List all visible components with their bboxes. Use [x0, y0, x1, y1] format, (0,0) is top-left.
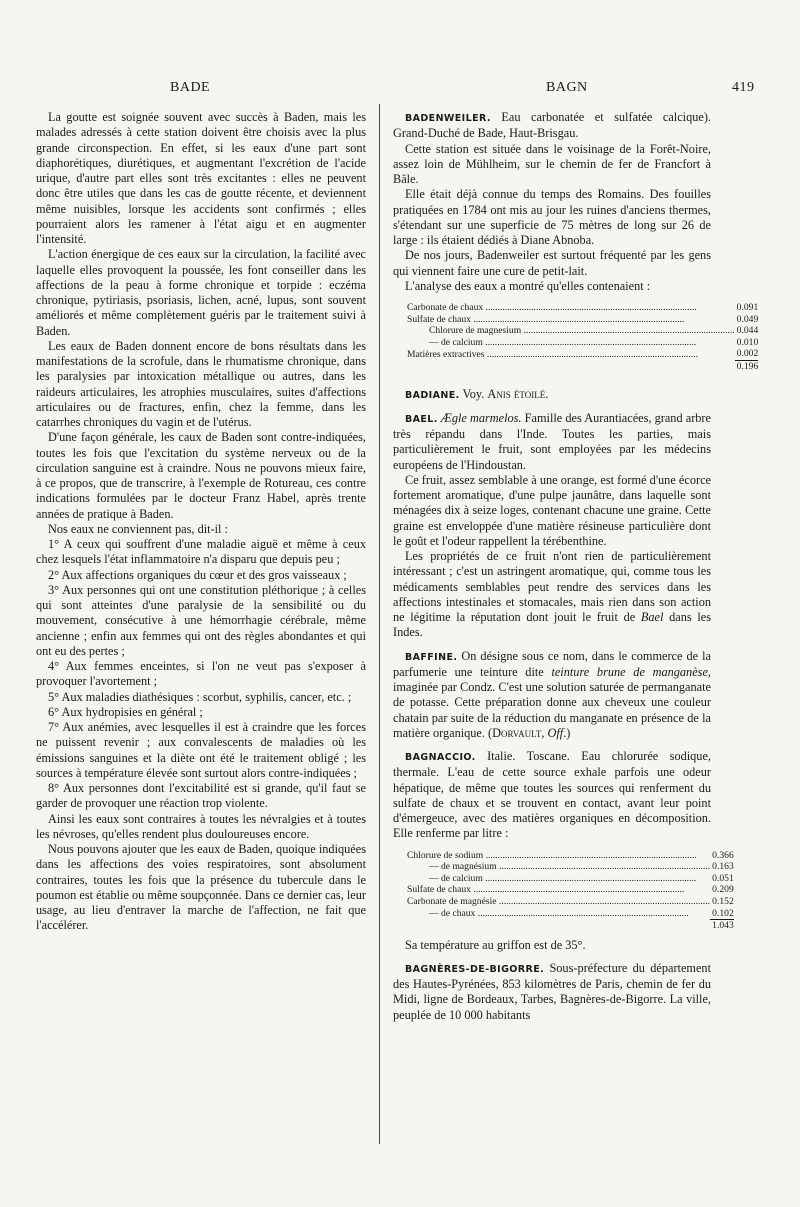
entry-baffine	[393, 649, 711, 742]
paragraph: 3° Aux personnes qui ont une constitution pléthorique ; à celles qui sont atteintes d'une paralysie de la sensibilité ou du mouvement, consécutive à une hémorrhagie cérébrale, même ancienne ; enfin aux femmes qui ont des règles abondantes et qui ont eu des pertes ;	[36, 582, 366, 658]
paragraph: La goutte est soignée souvent avec succès à Baden, mais les malades adressés à cette station doivent être choisis avec la plus grande circonspection. En effet, si les eaux d'une part sont diaphorétiques, diurétiques, et augmentant l'excrétion de l'acide urique, d'autre part elles sont très excitantes : elles ne peuvent donc être utiles que dans les cas de goutte récente, et deviennent même nuisibles, lorsque les accidents sont confirmés ; elles pourraient alors les ramener à l'état aigu et en augmenter l'intensité.	[36, 110, 366, 246]
paragraph: Les eaux de Baden donnent encore de bons résultats dans les manifestations de la scrofule, dans le rhumatisme chronique, dans les paralysies par intoxication métallique ou autres, dans les raideurs articulaires, les atrophies musculaires, suites d'affections articulaires ou de fractures, enfin, chez la femme, dans les catarrhes chroniques du vagin et de l'utérus.	[36, 338, 366, 429]
entry-text: ,	[541, 725, 548, 740]
paragraph: 1° A ceux qui souffrent d'une maladie aiguë et même à ceux chez lesquels l'état inflammatoire n'a disparu que depuis peu ;	[36, 537, 366, 567]
component-value: 0.102	[712, 907, 734, 919]
entry-bagnaccio	[393, 749, 711, 842]
entry-headword: BAEL.	[405, 413, 438, 425]
running-head-left: BADE	[170, 80, 211, 95]
column-divider	[379, 104, 380, 1144]
composition-total: 0.196	[736, 360, 759, 372]
entry-text: Eau carbonatée et sulfatée calcique). Grand-Duché de Bade, Haut-Brisgau.	[393, 110, 711, 141]
table-row	[407, 908, 734, 920]
entry-headword: BAGNÈRES-DE-BIGORRE.	[405, 963, 545, 975]
component-value: 0.049	[736, 313, 759, 325]
paragraph: Nous pouvons ajouter que les eaux de Baden, quoique indiquées dans les affections des voies respiratoires, sont absolument contraires, toutes les fois que la présence du tubercule dans le poumon est établie ou même soupçonnée. Dans ce dernier cas, leur usage, au lieu d'entraver la marche de l'affection, ne fait que l'accélérer.	[36, 842, 366, 933]
component-value: 0.044	[736, 325, 759, 337]
entry-bagneres	[393, 961, 711, 1023]
component-value: 0.209	[712, 884, 734, 896]
table-total-row	[407, 920, 734, 932]
page-number: 419	[732, 80, 755, 95]
running-head-right: BAGN	[546, 80, 588, 95]
entry-text: .)	[563, 725, 571, 740]
component-value: 0.152	[712, 895, 734, 907]
entry-text: Italie. Toscane. Eau chlorurée sodique, thermale. L'eau de cette source exhale parfois une odeur hépatique, de même que toutes les sources qui renferment du sulfate de chaux et se trouvent en contact, avant leur point d'émergeuce, avec des matières organiques en décomposition. Elle renferme par litre :	[393, 749, 711, 841]
entry-badenweiler	[393, 110, 711, 142]
cross-reference: Anis étoilé	[487, 386, 546, 401]
paragraph: 7° Aux anémies, avec lesquelles il est à craindre que les forces ne puissent revenir ; aux convalescents de maladies où les émissions sanguines et la diète ont été le traitement obligé ; les sources à température élevée sont surtout alors contre-indiquées ;	[36, 720, 366, 780]
component-value: 0.010	[736, 336, 759, 348]
component-name: Chlorure de magnesium	[429, 325, 522, 337]
entry-badiane	[393, 387, 711, 403]
table-row	[407, 302, 758, 314]
table-row	[407, 314, 758, 326]
component-value: 0.002	[736, 348, 759, 360]
paragraph: De nos jours, Badenweiler est surtout fréquenté par les gens qui viennent faire une cure de petit-lait.	[393, 248, 711, 278]
component-name: Matières extractives	[407, 348, 485, 360]
paragraph: 8° Aux personnes dont l'excitabilité est si grande, qu'il faut se garder de provoquer une réaction trop violente.	[36, 781, 366, 811]
entry-text: Les propriétés de ce fruit n'ont rien de particulièrement intéressant ; c'est un astringent aromatique, qui, comme tous les médicaments semblables peut rendre des services dans les affections intestinales et stomacales, mais rien dans son action ne légitime la réputation dont jouit le fruit de	[393, 549, 711, 625]
entry-headword: BAFFINE.	[405, 651, 458, 663]
latin-name: Ægle marmelos.	[437, 410, 522, 425]
entry-headword: BADENWEILER.	[405, 113, 491, 124]
paragraph: Cette station est située dans le voisinage de la Forêt-Noire, assez loin de Mühlheim, sur le chemin de fer de Francfort à Bâle.	[393, 141, 711, 186]
component-name: — de calcium	[429, 872, 483, 884]
component-name: — de calcium	[429, 336, 483, 348]
paragraph	[393, 549, 711, 641]
entry-text: dans les Indes.	[393, 610, 711, 640]
component-name: Sulfate de chaux	[407, 884, 471, 896]
composition-total: 1.043	[712, 920, 734, 932]
right-column	[393, 110, 759, 1023]
paragraph: Ce fruit, assez semblable à une orange, est formé d'une écorce fortement aromatique, d'une pulpe jaunâtre, dans laquelle sont ménagées dix à seize loges, contenant chacune une graine. Cette graine est enveloppée d'une matière résineuse particulière dont le goût et l'odeur rappellent la térébenthine.	[393, 472, 711, 548]
table-row	[407, 337, 758, 349]
entry-text: Voy.	[459, 386, 488, 401]
paragraph: L'analyse des eaux a montré qu'elles contenaient :	[405, 278, 651, 293]
table-row	[407, 861, 734, 873]
composition-table-badenweiler	[407, 302, 758, 373]
paragraph: D'une façon générale, les caux de Baden sont contre-indiquées, toutes les fois que l'excitation du système nerveux ou de la circulation sanguine est à craindre. Nous ne pouvons mieux faire, à ce propos, que de transcrire, à l'exemple de Rotureau, ces contre indications formulées par le docteur Franz Habel, après trente années de pratique à Baden.	[36, 430, 366, 521]
component-name: Carbonate de magnésie	[407, 895, 497, 907]
entry-text: Famille des Aurantiacées, grand arbre très répandu dans l'Inde. Toutes les parties, mais particulièrement le fruit, sont employées par les médecins européens de l'Hindoustan.	[393, 410, 711, 472]
table-row	[407, 884, 734, 896]
table-row	[407, 896, 734, 908]
italic-term: Off	[547, 725, 564, 740]
entry-headword: BADIANE.	[405, 389, 460, 401]
component-name: Chlorure de sodium	[407, 849, 484, 861]
paragraph: 2° Aux affections organiques du cœur et des gros vaisseaux ;	[48, 567, 347, 582]
entry-text: .	[545, 386, 549, 401]
entry-bael	[393, 411, 711, 473]
component-name: Sulfate de chaux	[407, 313, 471, 325]
composition-table-bagnaccio	[407, 850, 734, 932]
paragraph: Nos eaux ne conviennent pas, dit-il :	[48, 521, 228, 536]
entry-text: On désigne sous ce nom, dans le commerce de la parfumerie une teinture dite	[393, 648, 711, 679]
component-name: — de magnésium	[429, 861, 497, 873]
table-total-row	[407, 360, 758, 372]
paragraph: L'action énergique de ces eaux sur la circulation, la facilité avec laquelle elles provoquent la poussée, les font conseiller dans les affections de la peau à forme chronique et torpide : eczéma chronique, pytiriasis, psoriasis, lichen, acné, lupus, sont souvent améliorés et même complètement guéris par le traitement suivi à Baden.	[36, 247, 366, 338]
italic-term: teinture brune de manganèse	[551, 664, 708, 679]
entry-text: , imaginée par Condz. C'est une solution saturée de permanganate de potasse. Cette préparation donne aux cheveux une couleur chatain par suite de la réduction du manganate en présence de la matière organique. (	[393, 664, 711, 740]
paragraph: Ainsi les eaux sont contraires à toutes les névralgies et à toutes les névroses, qu'elles rendent plus douloureuses encore.	[36, 811, 366, 841]
italic-term: Bael	[640, 610, 664, 625]
table-row	[407, 873, 734, 885]
component-value: 0.366	[712, 849, 734, 861]
table-row	[407, 850, 734, 862]
paragraph: Elle était déjà connue du temps des Romains. Des fouilles pratiquées en 1784 ont mis au jour les ruines d'anciens thermes, s'étendant sur une superficie de 75 mètres de long sur 26 de large : ils étaient dédiés à Diane Abnoba.	[393, 187, 711, 247]
paragraph: Sa température au griffon est de 35°.	[405, 937, 586, 952]
component-value: 0.163	[712, 861, 734, 873]
table-row	[407, 348, 758, 360]
author-reference: Dorvault	[492, 725, 542, 740]
component-name: — de chaux	[429, 908, 476, 920]
table-row	[407, 325, 758, 337]
paragraph: 6° Aux hydropisies en général ;	[48, 704, 203, 719]
entry-text: Sous-préfecture du département des Hautes-Pyrénées, 853 kilomètres de Paris, chemin de fer du Midi, ligne de Bordeaux, Tarbes, Bagnères-de-Bigorre. La ville, peuplée de 10 000 habitants	[393, 960, 711, 1022]
paragraph: 4° Aux femmes enceintes, si l'on ne veut pas s'exposer à provoquer l'avortement ;	[36, 659, 366, 689]
entry-headword: BAGNACCIO.	[405, 752, 476, 764]
component-value: 0.091	[736, 302, 759, 313]
left-column	[36, 110, 366, 934]
paragraph: 5° Aux maladies diathésiques : scorbut, syphilis, cancer, etc. ;	[48, 689, 352, 704]
component-name: Carbonate de chaux	[407, 302, 484, 313]
component-value: 0.051	[712, 872, 734, 884]
